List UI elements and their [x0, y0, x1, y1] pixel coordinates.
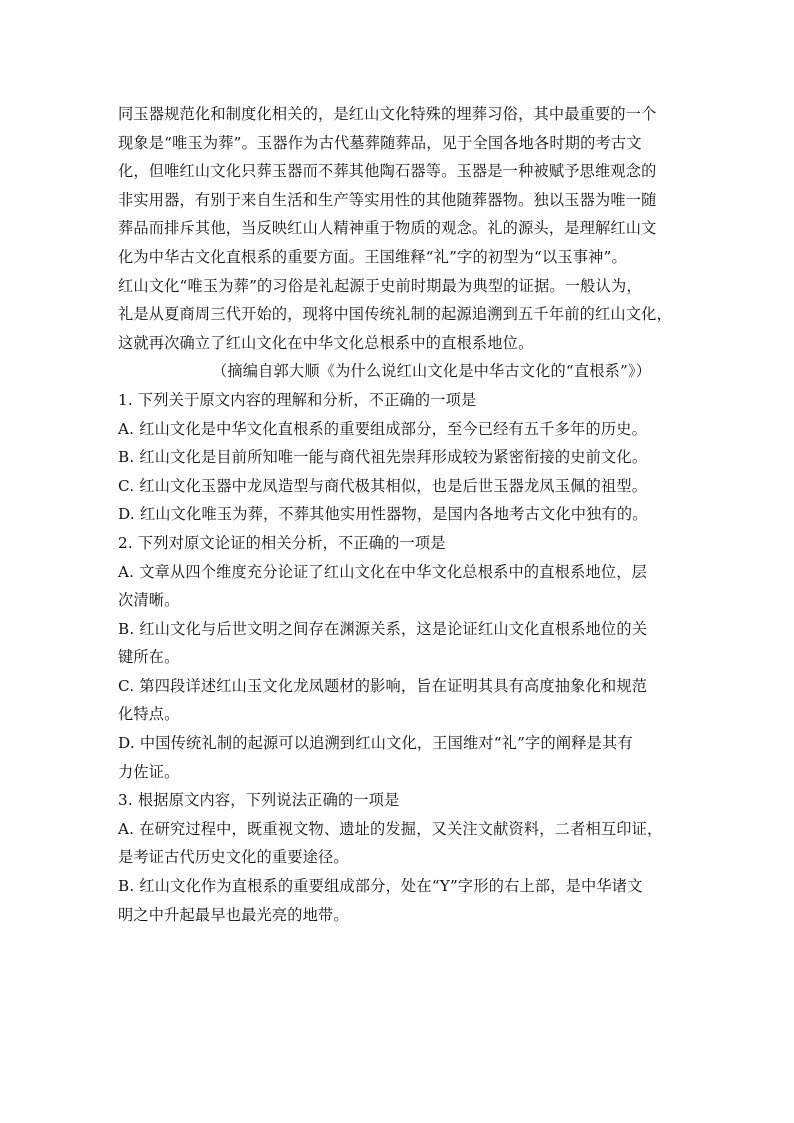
option-text-cont: 力佐证。 — [118, 762, 180, 781]
option-a — [118, 415, 678, 444]
question-stem: 2. 下列对原文论证的相关分析，不正确的一项是 — [118, 533, 446, 552]
option-c — [118, 672, 678, 729]
option-b — [118, 615, 678, 672]
option-text: A. 文章从四个维度充分论证了红山文化在中华文化总根系中的直根系地位，层 — [118, 562, 648, 581]
option-text-cont: 次清晰。 — [118, 591, 180, 610]
passage-line: 非实用器，有别于来自生活和生产等实用性的其他随葬器物。独以玉器为唯一随 — [118, 190, 657, 209]
question-stem: 3. 根据原文内容，下列说法正确的一项是 — [118, 791, 400, 810]
option-text: B. 红山文化与后世文明之间存在渊源关系，这是论证红山文化直根系地位的关 — [118, 619, 648, 638]
option-text-cont: 化特点。 — [118, 705, 180, 724]
option-a — [118, 815, 678, 872]
passage-line: 这就再次确立了红山文化在中华文化总根系中的直根系地位。 — [118, 333, 534, 352]
passage-line: 同玉器规范化和制度化相关的，是红山文化特殊的埋葬习俗，其中最重要的一个 — [118, 105, 657, 123]
passage-line: 红山文化“唯玉为葬”的习俗是礼起源于史前时期最为典型的证据。一般认为， — [118, 276, 642, 295]
option-text: A. 红山文化是中华文化直根系的重要组成部分，至今已经有五千多年的历史。 — [118, 419, 648, 438]
option-b — [118, 872, 678, 929]
option-text-cont: 是考证古代历史文化的重要途径。 — [118, 848, 349, 867]
option-text-cont: 明之中升起最早也最光亮的地带。 — [118, 905, 349, 924]
source-citation: （摘编自郭大顺《为什么说红山文化是中华古文化的“直根系”》） — [212, 362, 652, 381]
option-text: C. 第四段详述红山玉文化龙凤题材的影响，旨在证明其具有高度抽象化和规范 — [118, 676, 648, 695]
passage-line: 葬品而排斥其他，当反映红山人精神重于物质的观念。礼的源头，是理解红山文 — [118, 219, 657, 238]
question-2 — [118, 529, 678, 786]
question-3 — [118, 786, 678, 929]
passage-line: 化为中华古文化直根系的重要方面。王国维释“礼”字的初型为“以玉事神”。 — [118, 247, 627, 266]
option-text: B. 红山文化是目前所知唯一能与商代祖先崇拜形成较为紧密衔接的史前文化。 — [118, 448, 648, 467]
question-1 — [118, 386, 678, 529]
option-text: B. 红山文化作为直根系的重要组成部分，处在“Y”字形的右上部，是中华诸文 — [118, 877, 643, 896]
option-d — [118, 729, 678, 786]
option-text: D. 中国传统礼制的起源可以追溯到红山文化，王国维对“礼”字的阐释是其有 — [118, 734, 633, 753]
document-content — [118, 100, 678, 929]
question-stem: 1. 下列关于原文内容的理解和分析，不正确的一项是 — [118, 390, 477, 409]
option-text-cont: 键所在。 — [118, 648, 180, 667]
option-a — [118, 558, 678, 615]
option-d — [118, 500, 678, 529]
option-b — [118, 443, 678, 472]
option-text: A. 在研究过程中，既重视文物、遗址的发掘，又关注文献资料，二者相互印证， — [118, 819, 663, 838]
option-text: C. 红山文化玉器中龙凤造型与商代极其相似，也是后世玉器龙凤玉佩的祖型。 — [118, 476, 648, 495]
passage-paragraph — [118, 100, 678, 357]
passage-line: 礼是从夏商周三代开始的，现将中国传统礼制的起源追溯到五千年前的红山文化， — [118, 305, 672, 324]
passage-line: 现象是“唯玉为葬”。玉器作为古代墓葬随葬品，见于全国各地各时期的考古文 — [118, 133, 642, 152]
option-c — [118, 472, 678, 501]
passage-line: 化，但唯红山文化只葬玉器而不葬其他陶石器等。玉器是一种被赋予思维观念的 — [118, 162, 657, 181]
option-text: D. 红山文化唯玉为葬，不葬其他实用性器物，是国内各地考古文化中独有的。 — [118, 505, 648, 524]
